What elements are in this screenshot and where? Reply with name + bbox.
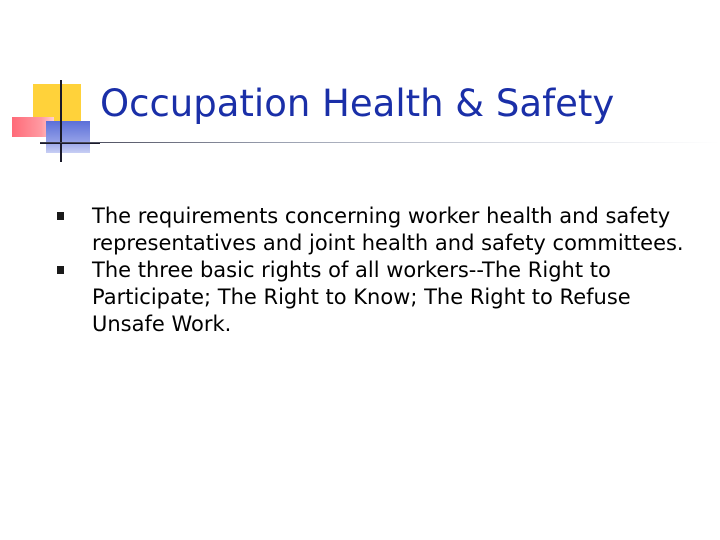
slide-title: Occupation Health & Safety <box>100 82 615 125</box>
square-bullet-icon <box>57 266 64 274</box>
square-bullet-icon <box>57 212 64 220</box>
bullet-item <box>56 203 696 257</box>
bullet-item <box>56 257 696 338</box>
bullet-text: The three basic rights of all workers--The Right to Participate; The Right to Know; The Right to Refuse Unsafe Work. <box>92 258 631 336</box>
color-blocks-logo-icon <box>0 0 110 170</box>
logo-blue-square <box>46 121 90 153</box>
bullet-text: The requirements concerning worker health and safety representatives and joint health and safety committees. <box>92 204 684 255</box>
bullet-list <box>56 203 696 338</box>
title-divider <box>40 142 720 143</box>
logo-vertical-line <box>60 80 62 162</box>
